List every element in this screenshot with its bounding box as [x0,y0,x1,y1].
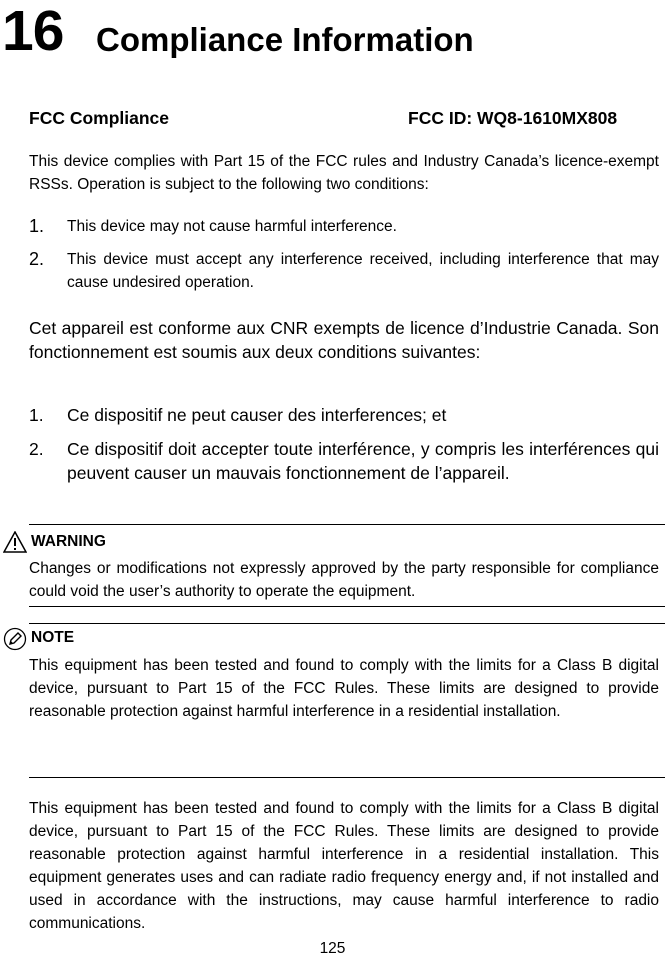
warning-title: WARNING [31,533,106,550]
fcc-compliance-heading: FCC Compliance [29,108,170,128]
warning-text: Changes or modifications not expressly approved by the party responsible for compliance could void the user’s authority to operate the equipment. [29,560,659,600]
note-title: NOTE [31,629,75,646]
list-item-number: 2. [29,249,45,269]
warning-triangle-icon [3,531,27,558]
fcc-id-label: FCC ID: WQ8-1610MX808 [408,108,618,128]
list-item [29,215,659,238]
list-item-text: Ce dispositif doit accepter toute interférence, y compris les interférences qui peuvent causer un mauvais fonctionnement de l’appareil. [67,439,659,483]
chapter-title: Compliance Information [96,21,474,58]
list-item-number: 2. [29,439,44,459]
chapter-number: 16 [2,0,64,63]
list-item [29,248,659,294]
list-item [29,437,659,509]
list-item-text: Ce dispositif ne peut causer des interferences; et [67,405,447,425]
list-item-text: This device may not cause harmful interference. [67,218,397,235]
list-item [29,403,659,427]
note-bottom-divider [29,777,665,778]
page-number: 125 [319,940,346,957]
warning-bottom-divider [29,606,665,607]
pencil-note-icon [3,627,27,656]
french-intro-paragraph: Cet appareil est conforme aux CNR exempts de licence d’Industrie Canada. Son fonctionnement est soumis aux deux conditions suivantes: [29,318,659,362]
list-item-number: 1. [29,405,44,425]
list-item-number: 1. [29,216,45,236]
warning-top-divider [29,524,665,525]
note-text: This equipment has been tested and found to comply with the limits for a Class B digital device, pursuant to Part 15 of the FCC Rules. These limits are designed to provide reasonable protection against harmful interference in a residential installation. [29,657,659,720]
note-top-divider [29,623,665,624]
fcc-intro-paragraph: This device complies with Part 15 of the FCC rules and Industry Canada’s licence-exempt RSSs. Operation is subject to the following two conditions: [29,153,659,193]
closing-paragraph: This equipment has been tested and found to comply with the limits for a Class B digital device, pursuant to Part 15 of the FCC Rules. These limits are designed to provide reasonable protection against harmful interference in a residential installation. This equipment generates uses and can radiate radio frequency energy and, if not installed and used in accordance with the instructions, may cause harmful interference to radio communications. [29,800,659,932]
list-item-text: This device must accept any interference received, including interference that may cause undesired operation. [67,251,659,291]
